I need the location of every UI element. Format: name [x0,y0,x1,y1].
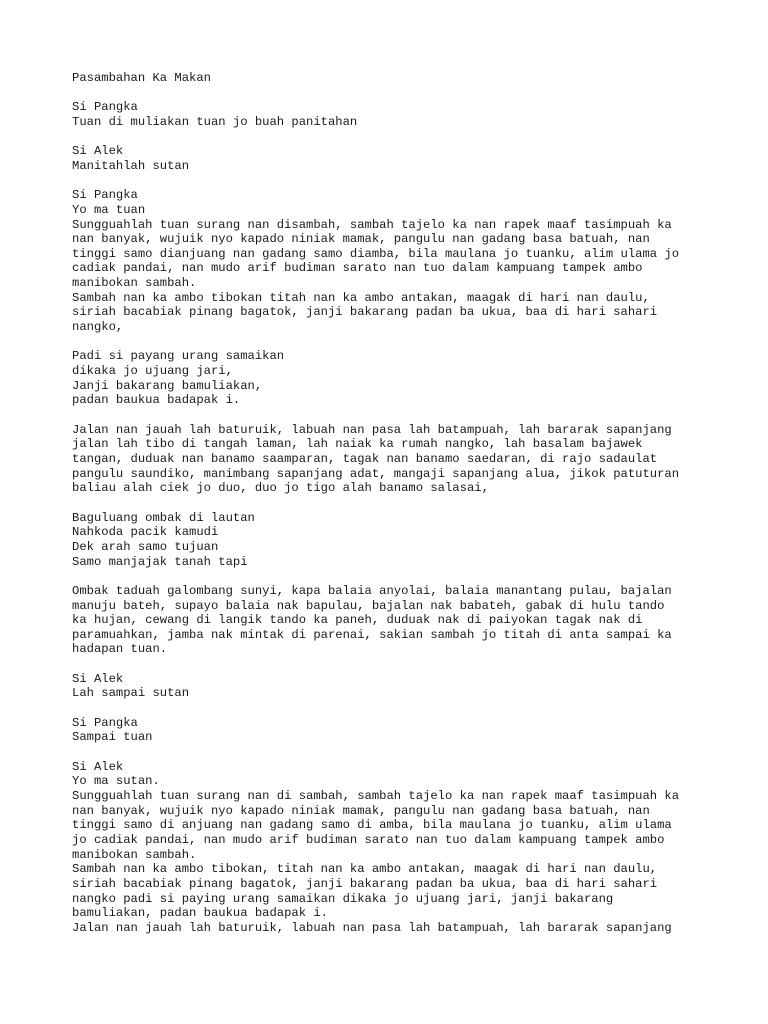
text-line: tinggi samo dianjuang nan gadang samo diamba, bila maulana jo tuanku, alim ulama jo [72,246,680,261]
text-line: jo cadiak pandai, nan mudo arif budiman sarato nan tuo dalam kampuang tampek ambo [72,832,665,847]
text-line: nan banyak, wujuik nyo kapado niniak mamak, pangulu nan gadang basa batuah, nan [72,232,650,247]
paragraph [72,144,712,173]
text-line: baliau alah ciek jo duo, duo jo tigo alah banamo salasai, [72,481,489,496]
text-line: nangko padi si paying urang samaikan dikaka jo ujuang jari, janji bakarang [72,891,614,906]
text-line: ka hujan, cewang di langik tando ka paneh, duduak nak di paiyokan tagak nak di [72,613,643,628]
text-line: Si Alek [72,671,124,686]
text-line: cadiak pandai, nan mudo arif budiman sarato nan tuo dalam kampuang tampek ambo [72,261,643,276]
text-line: Yo ma sutan. [72,774,160,789]
text-line: Tuan di muliakan tuan jo buah panitahan [72,114,358,129]
text-line: nangko, [72,320,124,335]
text-line: Sungguahlah tuan surang nan disambah, sambah tajelo ka nan rapek maaf tasimpuah ka [72,217,672,232]
document-page [72,71,712,950]
text-line: Padi si payang urang samaikan [72,349,285,364]
text-line: nan banyak, wujuik nyo kapado niniak mamak, pangulu nan gadang basa batuah, nan [72,803,650,818]
text-line: Samo manjajak tanah tapi [72,554,248,569]
paragraph [72,511,712,570]
text-line: Dek arah samo tujuan [72,539,219,554]
text-line: Si Pangka [72,188,138,203]
paragraph [72,188,712,335]
text-line: siriah bacabiak pinang bagatok, janji bakarang padan ba ukua, baa di hari sahari [72,305,658,320]
text-line: pangulu saundiko, manimbang sapanjang adat, mangaji sapanjang alua, jikok patuturan [72,466,680,481]
text-line: hadapan tuan. [72,642,168,657]
text-line: Lah sampai sutan [72,686,190,701]
text-line: Nahkoda pacik kamudi [72,525,219,540]
text-line: Sungguahlah tuan surang nan di sambah, sambah tajelo ka nan rapek maaf tasimpuah ka [72,789,680,803]
text-line: tangan, duduak nan banamo saamparan, tagak nan banamo saedaran, di rajo sadaulat [72,451,658,466]
text-line: Yo ma tuan [72,202,146,217]
paragraph [72,423,712,496]
paragraph [72,716,712,745]
text-line: Sampai tuan [72,730,153,745]
paragraph [72,71,712,86]
text-line: Baguluang ombak di lautan [72,510,255,525]
text-line: bamuliakan, padan baukua badapak i. [72,906,328,921]
paragraph [72,100,712,129]
paragraph [72,584,712,657]
text-line: Si Pangka [72,715,138,730]
text-line: padan baukua badapak i. [72,393,241,408]
text-line: jalan lah tibo di tangah laman, lah naiak ka rumah nangko, lah basalam bajawek [72,437,643,452]
paragraph [72,760,712,936]
text-line: Ombak taduah galombang sunyi, kapa balaia anyolai, balaia manantang pulau, bajalan [72,583,672,598]
text-line: Jalan nan jauah lah baturuik, labuah nan pasa lah batampuah, lah bararak sapanjang [72,422,672,437]
paragraph [72,349,712,408]
text-line: paramuahkan, jamba nak mintak di parenai, sakian sambah jo titah di anta sampai ka [72,627,672,642]
text-line: Si Alek [72,759,124,774]
text-line: Jalan nan jauah lah baturuik, labuah nan pasa lah batampuah, lah bararak sapanjang [72,920,672,935]
paragraph [72,672,712,701]
text-line: Pasambahan Ka Makan [72,71,211,85]
text-line: Manitahlah sutan [72,158,190,173]
text-line: Si Alek [72,144,124,159]
text-line: Sambah nan ka ambo tibokan titah nan ka ambo antakan, maagak di hari nan daulu, [72,290,650,305]
text-line: Janji bakarang bamuliakan, [72,378,263,393]
text-line: manibokan sambah. [72,276,197,291]
text-line: tinggi samo di anjuang nan gadang samo di amba, bila maulana jo tuanku, alim ulama [72,818,672,833]
text-line: manuju bateh, supayo balaia nak bapulau, bajalan nak babateh, gabak di hulu tando [72,598,665,613]
text-line: manibokan sambah. [72,847,197,862]
text-line: Sambah nan ka ambo tibokan, titah nan ka ambo antakan, maagak di hari nan daulu, [72,862,658,877]
text-line: Si Pangka [72,100,138,115]
text-line: dikaka jo ujuang jari, [72,364,233,379]
text-line: siriah bacabiak pinang bagatok, janji bakarang padan ba ukua, baa di hari sahari [72,876,658,891]
